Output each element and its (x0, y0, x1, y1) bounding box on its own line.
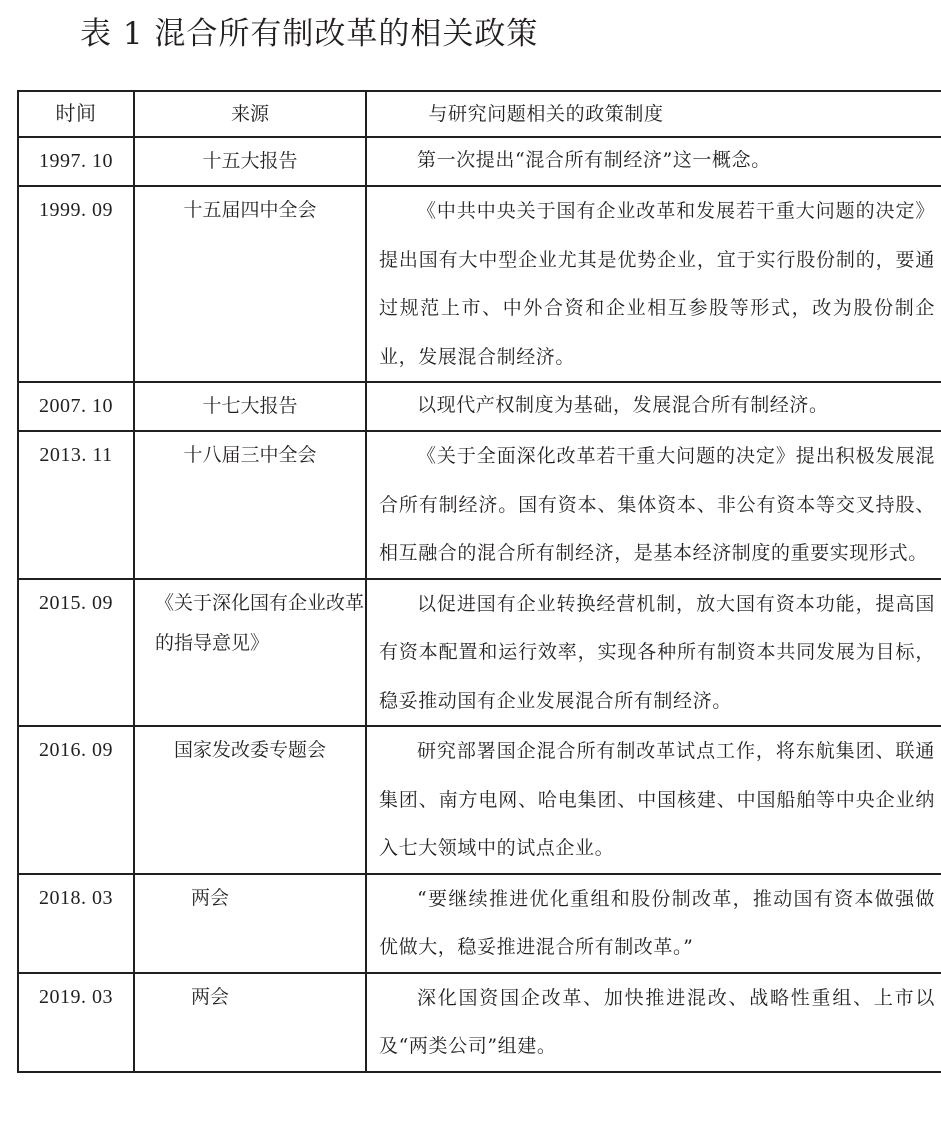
table-row (18, 874, 941, 973)
row-policy: 《关于全面深化改革若干重大问题的决定》提出积极发展混合所有制经济。国有资本、集体资本、非公有资本等交叉持股、相互融合的混合所有制经济，是基本经济制度的重要实现形式。 (366, 431, 941, 579)
policy-table-container (17, 90, 935, 1073)
header-policy: 与研究问题相关的政策制度 (366, 91, 941, 137)
row-source: 国家发改委专题会 (134, 726, 366, 874)
row-time: 2015. 09 (18, 579, 134, 727)
table-row (18, 137, 941, 186)
row-source: 《关于深化国有企业改革的指导意见》 (134, 579, 366, 727)
table-row (18, 973, 941, 1072)
row-time: 2016. 09 (18, 726, 134, 874)
row-policy: 以促进国有企业转换经营机制，放大国有资本功能，提高国有资本配置和运行效率，实现各种所有制资本共同发展为目标，稳妥推动国有企业发展混合所有制经济。 (366, 579, 941, 727)
row-time: 2007. 10 (18, 382, 134, 431)
row-source: 十五大报告 (134, 137, 366, 186)
row-policy: 以现代产权制度为基础，发展混合所有制经济。 (366, 382, 941, 431)
row-time: 1997. 10 (18, 137, 134, 186)
table-title: 表 1 混合所有制改革的相关政策 (80, 16, 539, 52)
table-row (18, 579, 941, 727)
row-source: 十五届四中全会 (134, 186, 366, 382)
policy-table (17, 90, 941, 1073)
row-time: 2018. 03 (18, 874, 134, 973)
row-time: 1999. 09 (18, 186, 134, 382)
row-policy: 《中共中央关于国有企业改革和发展若干重大问题的决定》提出国有大中型企业尤其是优势企业，宜于实行股份制的，要通过规范上市、中外合资和企业相互参股等形式，改为股份制企业，发展混合制经济。 (366, 186, 941, 382)
table-row (18, 726, 941, 874)
header-time: 时间 (18, 91, 134, 137)
row-policy: 第一次提出“混合所有制经济”这一概念。 (366, 137, 941, 186)
table-header-row (18, 91, 941, 137)
table-row (18, 382, 941, 431)
row-source: 两会 (134, 874, 366, 973)
row-source: 十八届三中全会 (134, 431, 366, 579)
row-source: 两会 (134, 973, 366, 1072)
row-policy: 深化国资国企改革、加快推进混改、战略性重组、上市以及“两类公司”组建。 (366, 973, 941, 1072)
row-source: 十七大报告 (134, 382, 366, 431)
row-time: 2013. 11 (18, 431, 134, 579)
row-policy: 研究部署国企混合所有制改革试点工作，将东航集团、联通集团、南方电网、哈电集团、中国核建、中国船舶等中央企业纳入七大领域中的试点企业。 (366, 726, 941, 874)
header-source: 来源 (134, 91, 366, 137)
table-row (18, 431, 941, 579)
row-time: 2019. 03 (18, 973, 134, 1072)
row-policy: “要继续推进优化重组和股份制改革，推动国有资本做强做优做大，稳妥推进混合所有制改革。” (366, 874, 941, 973)
table-row (18, 186, 941, 382)
